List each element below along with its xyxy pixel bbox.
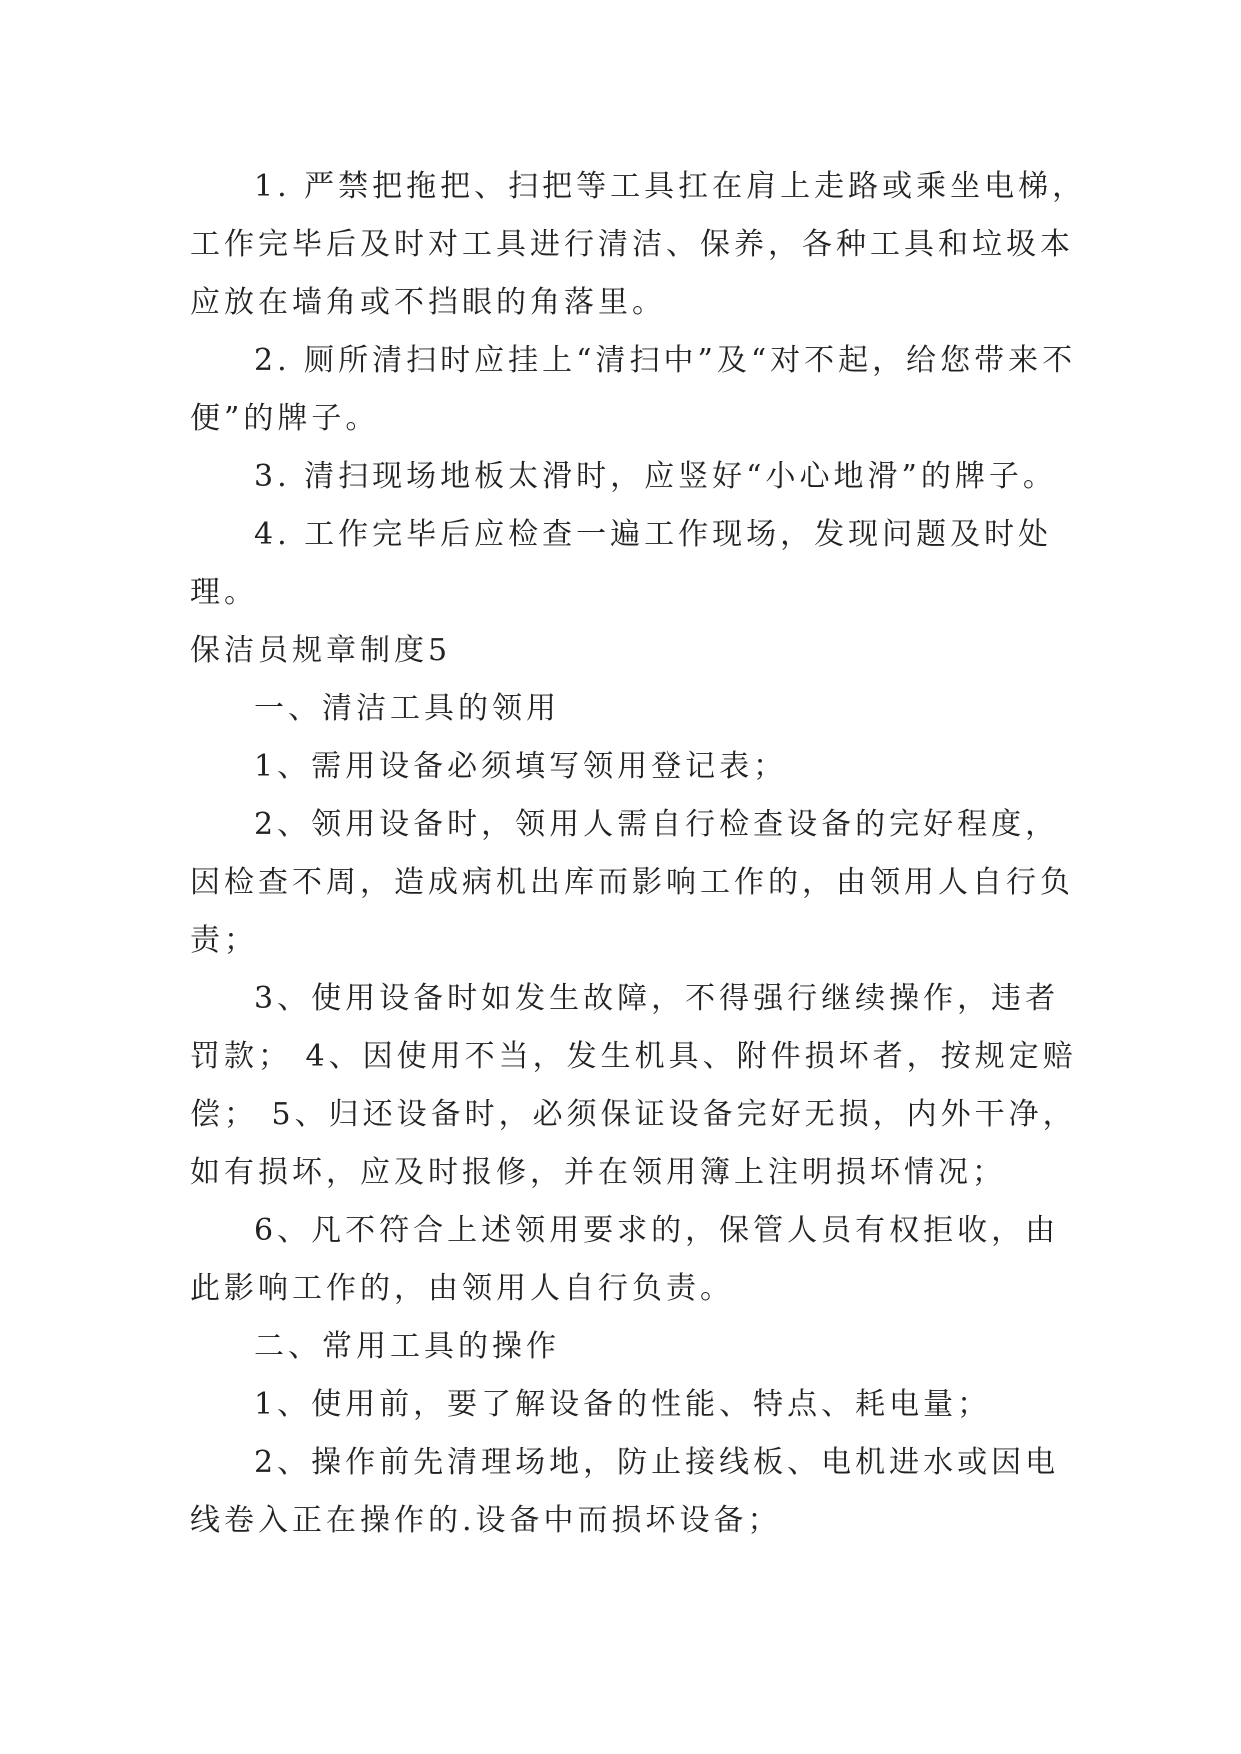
subsection-title-tools-collection: 一、清洁工具的领用 bbox=[254, 691, 560, 726]
paragraph-collection-2: 2、领用设备时，领用人需自行检查设备的完好程度，因检查不周，造成病机出库而影响工作的，由领用人自行负责； bbox=[190, 807, 1074, 958]
paragraph-collection-3-5: 3、使用设备时如发生故障，不得强行继续操作，违者罚款； 4、因使用不当，发生机具、附件损坏者，按规定赔偿； 5、归还设备时，必须保证设备完好无损，内外干净，如有损坏，应及时报修，并在领用簿上注明损坏情况； bbox=[190, 981, 1077, 1190]
section-heading: 保洁员规章制度5 bbox=[190, 633, 452, 668]
paragraph-rule-2: 2. 厕所清扫时应挂上“清扫中”及“对不起，给您带来不便”的牌子。 bbox=[190, 343, 1077, 436]
paragraph-operation-2: 2、操作前先清理场地，防止接线板、电机进水或因电线卷入正在操作的.设备中而损坏设备； bbox=[190, 1445, 1060, 1538]
document-body bbox=[190, 158, 1090, 1550]
paragraph-collection-1: 1、需用设备必须填写领用登记表； bbox=[254, 749, 788, 784]
paragraph-rule-3: 3. 清扫现场地板太滑时，应竖好“小心地滑”的牌子。 bbox=[254, 459, 1057, 494]
paragraph-collection-6: 6、凡不符合上述领用要求的，保管人员有权拒收，由此影响工作的，由领用人自行负责。 bbox=[190, 1213, 1060, 1306]
subsection-title-tools-operation: 二、常用工具的操作 bbox=[254, 1329, 560, 1364]
paragraph-rule-4: 4. 工作完毕后应检查一遍工作现场，发现问题及时处理。 bbox=[190, 517, 1053, 610]
paragraph-operation-1: 1、使用前，要了解设备的性能、特点、耗电量； bbox=[254, 1387, 992, 1422]
paragraph-rule-1: 1. 严禁把拖把、扫把等工具扛在肩上走路或乘坐电梯，工作完毕后及时对工具进行清洁、保养，各种工具和垃圾本应放在墙角或不挡眼的角落里。 bbox=[190, 169, 1087, 320]
